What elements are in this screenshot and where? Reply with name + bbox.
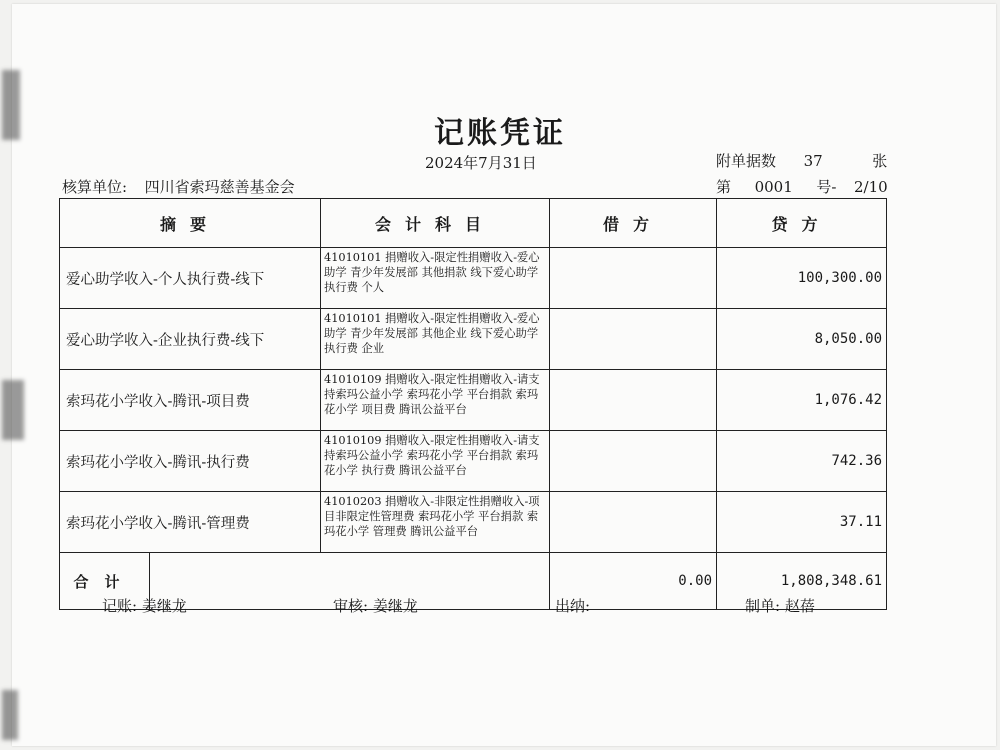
accounting-unit xyxy=(62,176,295,197)
row-debit xyxy=(550,492,717,553)
preparer-label: 制单: xyxy=(745,597,781,615)
total-label: 合计 xyxy=(60,553,150,610)
table-row xyxy=(60,309,887,370)
voucher-number xyxy=(716,176,888,197)
row-subject: 41010203 捐赠收入-非限定性捐赠收入-项目非限定性管理费 索玛花小学 平台捐款 索玛花小学 管理费 腾讯公益平台 xyxy=(321,492,550,553)
reviewer-name: 姜继龙 xyxy=(372,597,418,615)
table-row xyxy=(60,370,887,431)
attachment-count xyxy=(716,150,887,171)
row-summary: 爱心助学收入-企业执行费-线下 xyxy=(60,309,321,370)
voucher-date: 2024年7月31日 xyxy=(425,154,537,172)
voucher-no-value: 0001 xyxy=(754,178,793,196)
row-subject: 41010101 捐赠收入-限定性捐赠收入-爱心助学 青少年发展部 其他捐款 线下爱心助学 执行费 个人 xyxy=(321,248,550,309)
voucher-no-suffix: 号- xyxy=(816,178,837,196)
row-summary: 索玛花小学收入-腾讯-管理费 xyxy=(60,492,321,553)
row-subject: 41010101 捐赠收入-限定性捐赠收入-爱心助学 青少年发展部 其他企业 线下爱心助学 执行费 企业 xyxy=(321,309,550,370)
unit-name: 四川省索玛慈善基金会 xyxy=(144,178,295,196)
bookkeeper-label: 记账: xyxy=(102,597,138,615)
row-credit: 37.11 xyxy=(717,492,887,553)
preparer xyxy=(745,595,815,616)
header-debit: 借方 xyxy=(550,199,717,248)
row-subject: 41010109 捐赠收入-限定性捐赠收入-请支持索玛公益小学 索玛花小学 平台捐款 索玛花小学 执行费 腾讯公益平台 xyxy=(321,431,550,492)
voucher-no-page: 2/10 xyxy=(853,178,888,196)
bookkeeper xyxy=(102,595,187,616)
table-header-row xyxy=(60,199,887,248)
scan-smudge-mid-left xyxy=(2,380,24,440)
row-credit: 100,300.00 xyxy=(717,248,887,309)
reviewer xyxy=(333,595,418,616)
row-debit xyxy=(550,309,717,370)
voucher-no-prefix: 第 xyxy=(716,178,732,196)
header-subject: 会计科目 xyxy=(321,199,550,248)
reviewer-label: 审核: xyxy=(333,597,369,615)
row-credit: 1,076.42 xyxy=(717,370,887,431)
scan-smudge-bottom-left xyxy=(2,690,18,740)
row-summary: 索玛花小学收入-腾讯-执行费 xyxy=(60,431,321,492)
row-debit xyxy=(550,248,717,309)
table-row xyxy=(60,492,887,553)
attachment-label: 附单据数 xyxy=(716,152,777,170)
row-summary: 爱心助学收入-个人执行费-线下 xyxy=(60,248,321,309)
header-summary: 摘要 xyxy=(60,199,321,248)
attachment-number: 37 xyxy=(803,152,823,170)
preparer-name: 赵蓓 xyxy=(784,597,815,615)
total-credit: 1,808,348.61 xyxy=(717,553,887,610)
row-subject: 41010109 捐赠收入-限定性捐赠收入-请支持索玛公益小学 索玛花小学 平台捐款 索玛花小学 项目费 腾讯公益平台 xyxy=(321,370,550,431)
cashier-label: 出纳: xyxy=(555,597,591,615)
unit-label: 核算单位: xyxy=(62,178,128,196)
row-credit: 742.36 xyxy=(717,431,887,492)
row-debit xyxy=(550,431,717,492)
row-debit xyxy=(550,370,717,431)
total-debit: 0.00 xyxy=(550,553,717,610)
table-row xyxy=(60,431,887,492)
row-summary: 索玛花小学收入-腾讯-项目费 xyxy=(60,370,321,431)
row-credit: 8,050.00 xyxy=(717,309,887,370)
header-credit: 贷方 xyxy=(717,199,887,248)
table-row xyxy=(60,248,887,309)
cashier xyxy=(555,595,590,616)
voucher-table xyxy=(59,198,887,610)
attachment-unit: 张 xyxy=(872,152,888,170)
voucher-title: 记账凭证 xyxy=(434,116,566,151)
bookkeeper-name: 姜继龙 xyxy=(141,597,187,615)
